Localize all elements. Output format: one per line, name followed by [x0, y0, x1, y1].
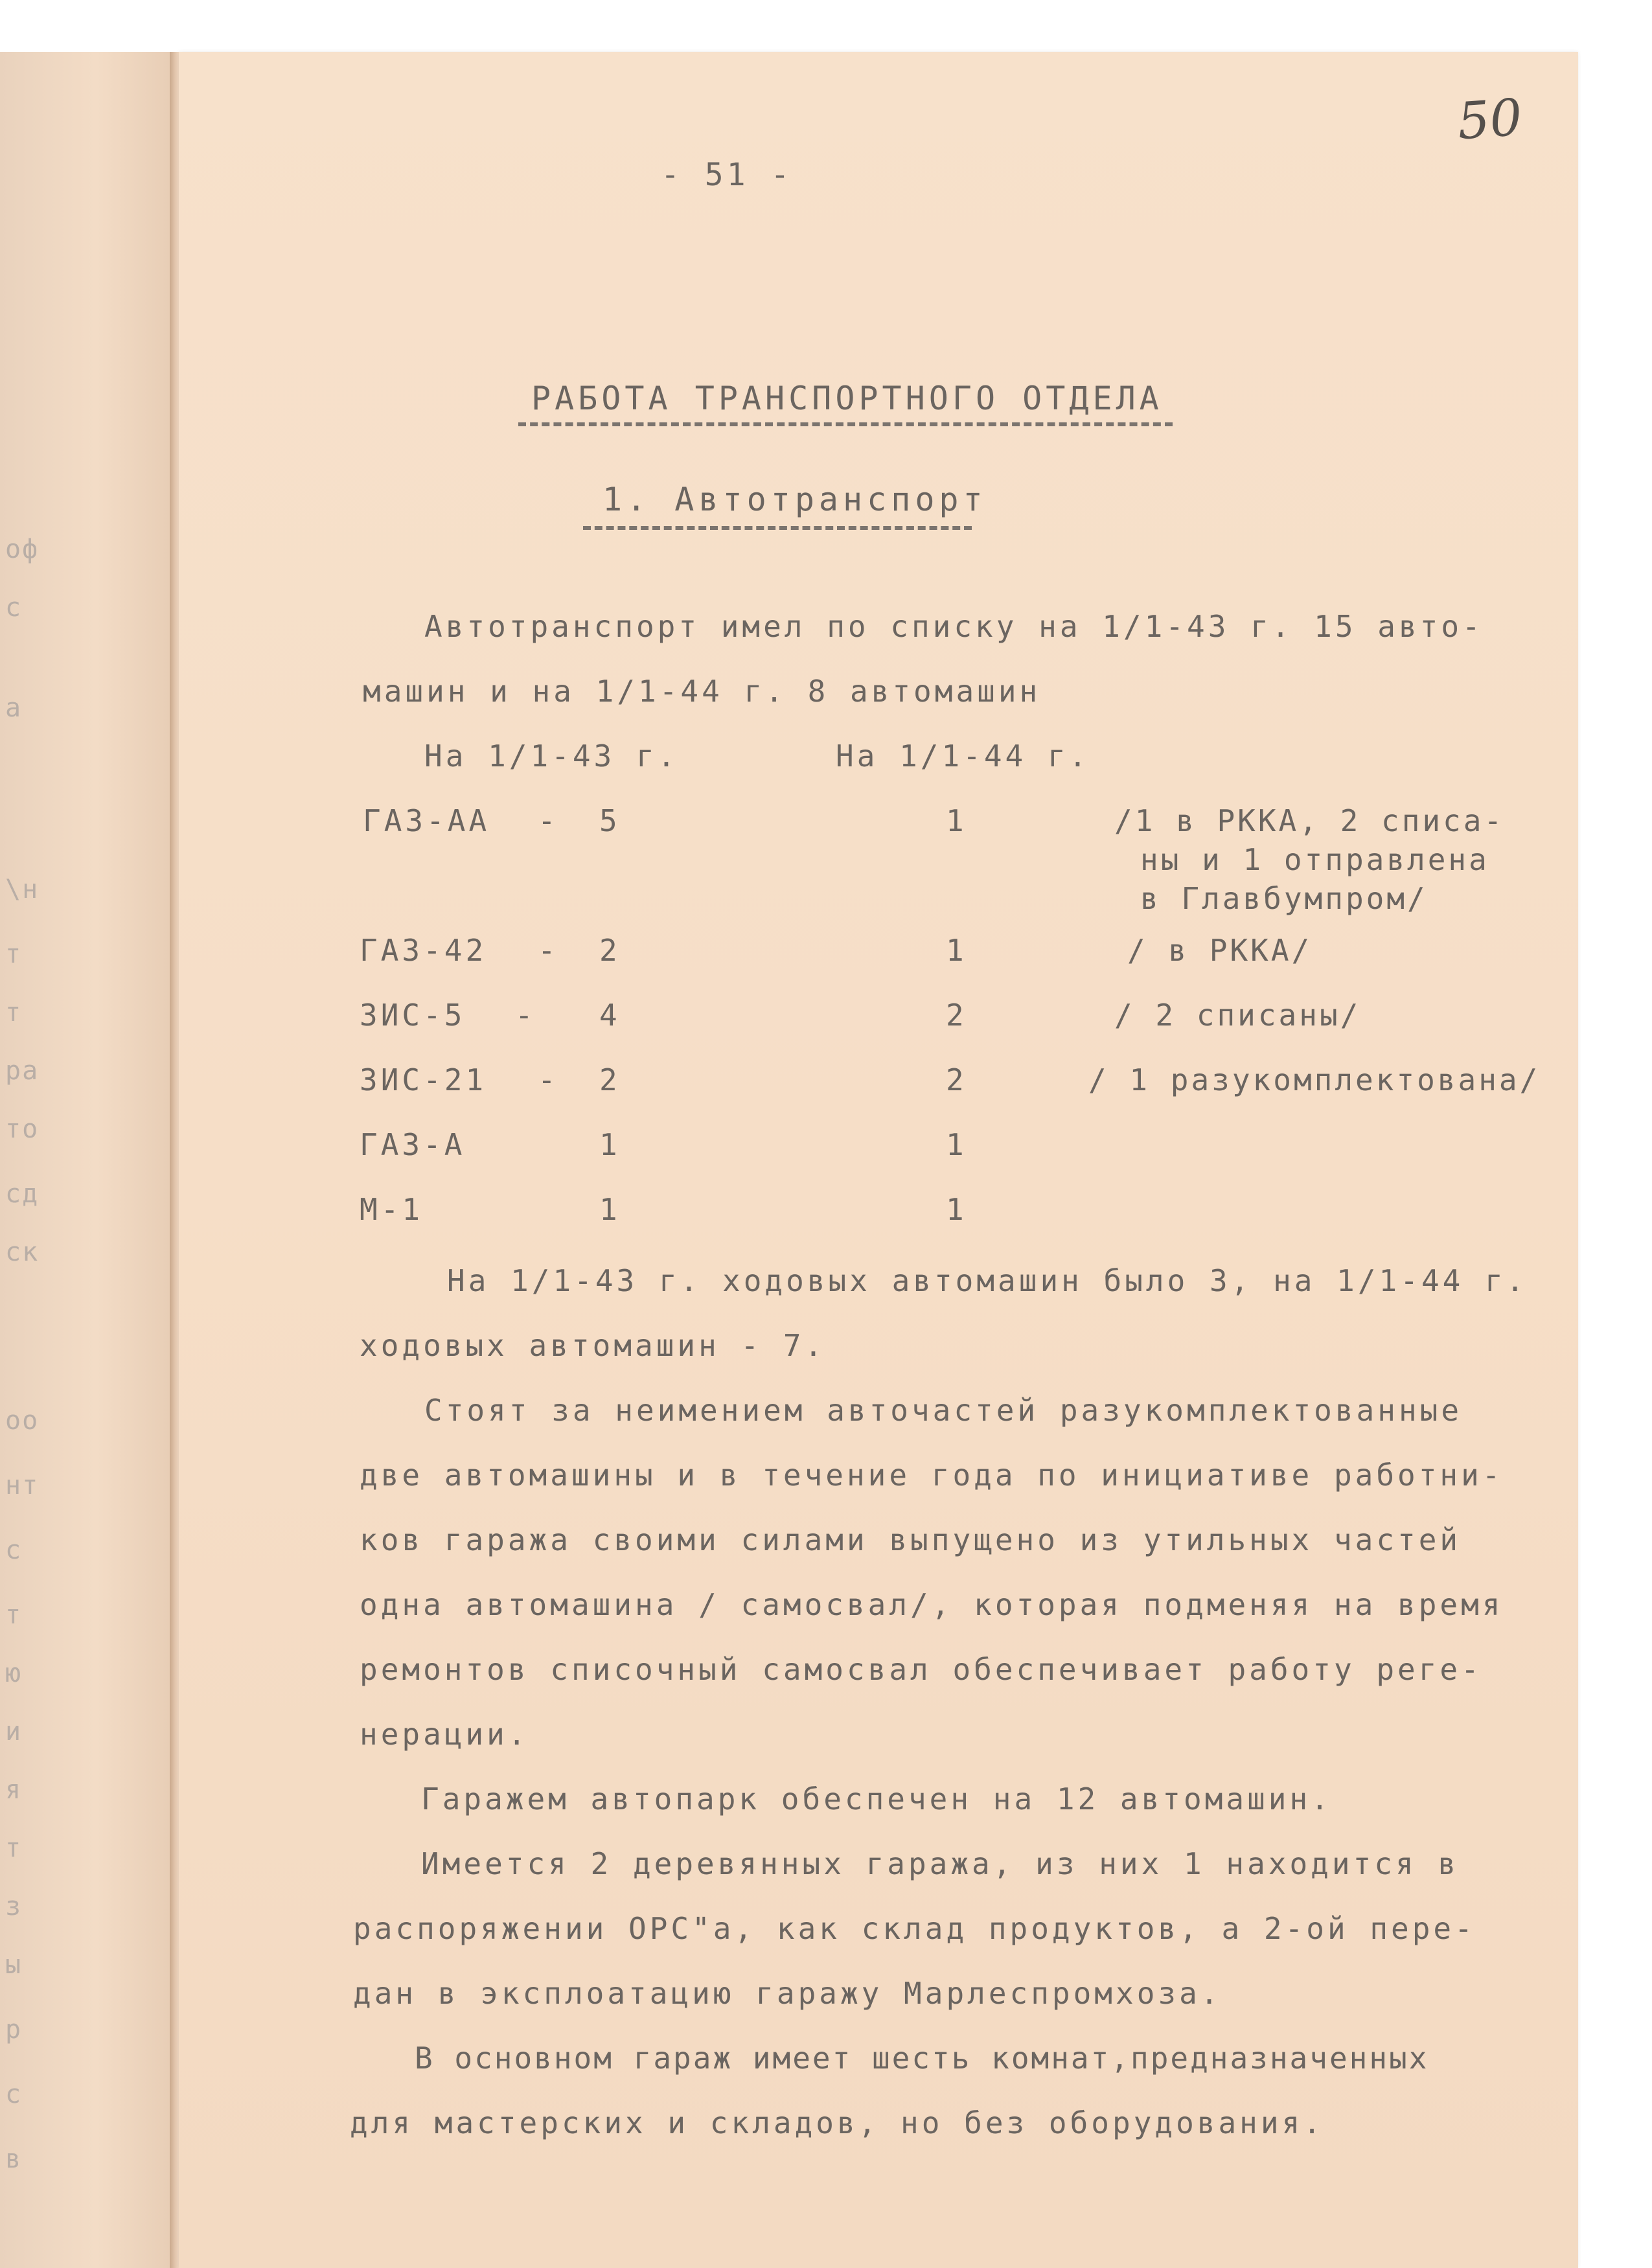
left-page-fragment: \н: [5, 875, 40, 904]
vehicle-model: ГАЗ-42: [360, 933, 487, 968]
paragraph-line: распоряжении ОРС"а, как склад продуктов, а 2-ой пере-: [353, 1911, 1476, 1946]
left-page-fragment: сд: [5, 1179, 40, 1209]
left-page-fragment: я: [5, 1775, 23, 1805]
left-page-fragment: ра: [5, 1056, 40, 1086]
adjacent-page: [0, 52, 175, 2268]
paragraph-line: В основном гараж имеет шесть комнат,предназначенных: [415, 2041, 1429, 2076]
left-page-fragment: ю: [5, 1658, 23, 1688]
paragraph-line: дан в эксплоатацию гаражу Марлеспромхоза.: [353, 1976, 1222, 2011]
row-dash: -: [538, 933, 559, 968]
left-page-fragment: т: [5, 1833, 23, 1863]
vehicle-model: ЗИС-5: [360, 998, 466, 1033]
row-note: /1 в РККА, 2 списа-: [1114, 803, 1505, 838]
title-underline: [518, 422, 1173, 426]
count-1944: 1: [946, 1127, 967, 1162]
paragraph-line: одна автомашина / самосвал/, которая подменяя на время: [360, 1587, 1504, 1622]
left-page-fragment: с: [5, 2079, 23, 2109]
column-header-1943: На 1/1-43 г.: [424, 739, 679, 773]
count-1943: 4: [599, 998, 621, 1033]
intro-line: машин и на 1/1-44 г. 8 автомашин: [363, 674, 1041, 709]
document-title: РАБОТА ТРАНСПОРТНОГО ОТДЕЛА: [531, 380, 1163, 417]
left-page-fragment: с: [5, 1535, 23, 1565]
paragraph-line: ходовых автомашин - 7.: [360, 1328, 826, 1363]
left-page-fragment: с: [5, 593, 23, 623]
page-number: - 51 -: [661, 157, 793, 193]
row-note: ны и 1 отправлена: [1140, 842, 1489, 877]
count-1943: 1: [599, 1127, 621, 1162]
left-page-fragment: р: [5, 2015, 23, 2045]
vehicle-model: ЗИС-21: [360, 1062, 487, 1097]
vehicle-model: ГАЗ-АА: [363, 803, 490, 838]
left-page-fragment: и: [5, 1717, 23, 1747]
count-1944: 2: [946, 998, 967, 1033]
row-note: в Главбумпром/: [1140, 881, 1428, 916]
paragraph-line: Гаражем автопарк обеспечен на 12 автомашин.: [421, 1781, 1332, 1816]
count-1944: 1: [946, 933, 967, 968]
paragraph-line: Имеется 2 деревянных гаража, из них 1 находится в: [421, 1846, 1460, 1881]
row-note: / в РККА/: [1127, 933, 1313, 968]
paragraph-line: Стоят за неимением авточастей разукомплектованные: [424, 1393, 1463, 1428]
paragraph-line: нерации.: [360, 1717, 529, 1752]
paragraph-line: На 1/1-43 г. ходовых автомашин было 3, на 1/1-44 г.: [447, 1263, 1528, 1298]
row-note: / 1 разукомплектована/: [1088, 1062, 1541, 1097]
left-page-fragment: ы: [5, 1950, 23, 1980]
section-underline: [583, 526, 972, 530]
left-page-fragment: нт: [5, 1471, 40, 1500]
row-dash: -: [538, 803, 559, 838]
left-page-fragment: оо: [5, 1406, 40, 1436]
row-note: / 2 списаны/: [1114, 998, 1361, 1033]
count-1944: 1: [946, 803, 967, 838]
left-page-fragment: т: [5, 998, 23, 1027]
left-page-fragment: т: [5, 939, 23, 969]
count-1943: 1: [599, 1192, 621, 1227]
vehicle-model: ГАЗ-А: [360, 1127, 466, 1162]
left-page-fragment: ск: [5, 1237, 40, 1267]
paragraph-line: ков гаража своими силами выпущено из утильных частей: [360, 1522, 1462, 1557]
vehicle-model: М-1: [360, 1192, 424, 1227]
count-1943: 2: [599, 933, 621, 968]
left-page-fragment: т: [5, 1600, 23, 1630]
count-1943: 5: [599, 803, 621, 838]
binding-spine: [170, 52, 179, 2268]
count-1944: 1: [946, 1192, 967, 1227]
left-page-fragment: а: [5, 693, 23, 723]
column-header-1944: На 1/1-44 г.: [836, 739, 1090, 773]
left-page-fragment: то: [5, 1114, 40, 1144]
count-1943: 2: [599, 1062, 621, 1097]
archive-page-number: 50: [1455, 88, 1524, 152]
intro-line: Автотранспорт имел по списку на 1/1-43 г. 15 авто-: [424, 609, 1484, 644]
row-dash: -: [538, 1062, 559, 1097]
left-page-fragment: з: [5, 1892, 23, 1921]
paragraph-line: две автомашины и в течение года по инициативе работни-: [360, 1458, 1504, 1493]
paragraph-line: для мастерских и складов, но без оборудования.: [350, 2105, 1324, 2140]
left-page-fragment: в: [5, 2144, 23, 2174]
row-dash: -: [515, 998, 536, 1033]
left-page-fragment: оф: [5, 534, 40, 564]
paragraph-line: ремонтов списочный самосвал обеспечивает работу реге-: [360, 1652, 1482, 1687]
section-heading: 1. Автотранспорт: [602, 481, 987, 518]
count-1944: 2: [946, 1062, 967, 1097]
